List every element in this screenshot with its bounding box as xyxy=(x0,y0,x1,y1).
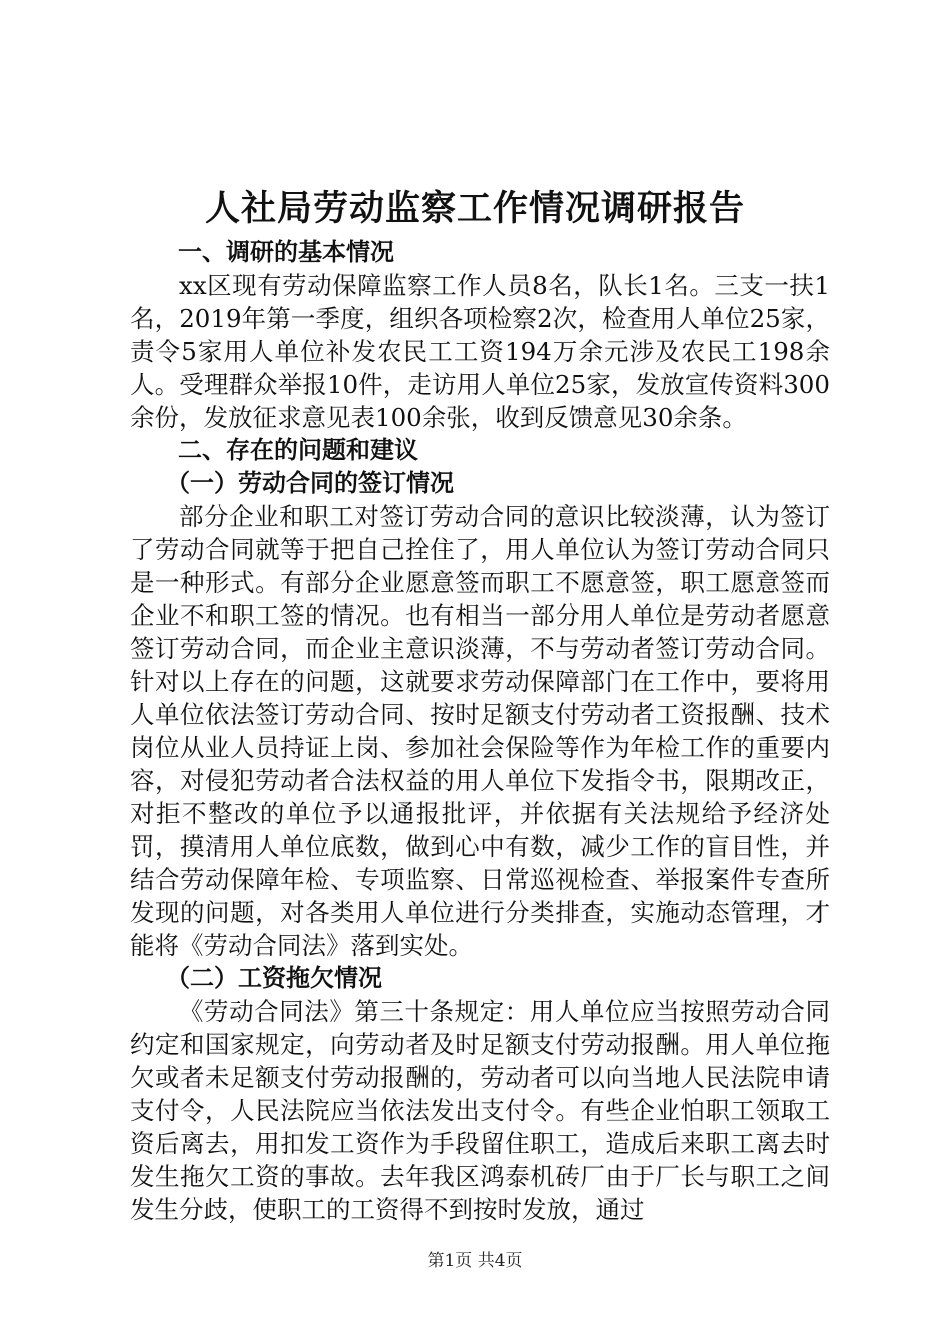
section-heading-basic-situation: 一、调研的基本情况 xyxy=(178,238,394,266)
paragraph-basic-situation: xx区现有劳动保障监察工作人员8名，队长1名。三支一扶1名，2019年第一季度，组织各项检察2次，检查用人单位25家，责令5家用人单位补发农民工工资194万余元涉及农民工198余人。受理群众举报10件，走访用人单位25家，发放宣传资料300余份，发放征求意见表100余张，收到反馈意见30余条。 xyxy=(130,271,830,432)
subsection-heading-wage-arrears: （二）工资拖欠情况 xyxy=(166,964,382,992)
paragraph-wage-arrears: 《劳动合同法》第三十条规定：用人单位应当按照劳动合同约定和国家规定，向劳动者及时足额支付劳动报酬。用人单位拖欠或者未足额支付劳动报酬的，劳动者可以向当地人民法院申请支付令，人民法院应当依法发出支付令。有些企业怕职工领取工资后离去，用扣发工资作为手段留住职工，造成后来职工离去时发生拖欠工资的事故。去年我区鸿泰机砖厂由于厂长与职工之间发生分歧，使职工的工资得不到按时发放，通过 xyxy=(130,997,830,1224)
section-heading-problems: 二、存在的问题和建议 xyxy=(178,436,418,464)
document-body xyxy=(130,236,830,1226)
document-title: 人社局劳动监察工作情况调研报告 xyxy=(204,189,745,229)
subsection-heading-labor-contract: （一）劳动合同的签订情况 xyxy=(166,469,454,497)
paragraph-labor-contract: 部分企业和职工对签订劳动合同的意识比较淡薄，认为签订了劳动合同就等于把自己拴住了，用人单位认为签订劳动合同只是一种形式。有部分企业愿意签而职工不愿意签，职工愿意签而企业不和职工签的情况。也有相当一部分用人单位是劳动者愿意签订劳动合同，而企业主意识淡薄，不与劳动者签订劳动合同。针对以上存在的问题，这就要求劳动保障部门在工作中，要将用人单位依法签订劳动合同、按时足额支付劳动者工资报酬、技术岗位从业人员持证上岗、参加社会保险等作为年检工作的重要内容，对侵犯劳动者合法权益的用人单位下发指令书，限期改正，对拒不整改的单位予以通报批评，并依据有关法规给予经济处罚，摸清用人单位底数，做到心中有数，减少工作的盲目性，并结合劳动保障年检、专项监察、日常巡视检查、举报案件专查所发现的问题，对各类用人单位进行分类排查，实施动态管理，才能将《劳动合同法》落到实处。 xyxy=(130,502,830,960)
page-footer: 第1页 共4页 xyxy=(427,1251,523,1271)
